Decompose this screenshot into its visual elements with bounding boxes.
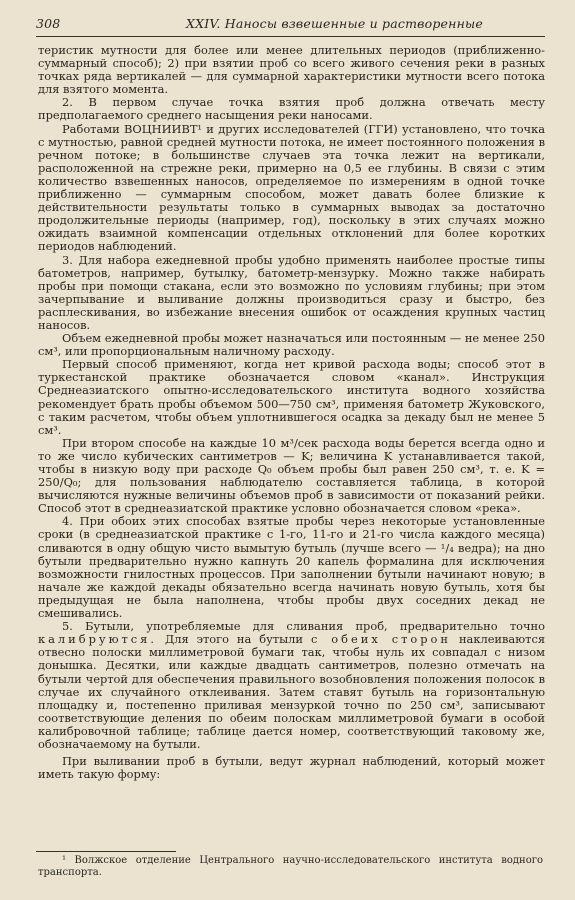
paragraph: При втором способе на каждые 10 м³/сек расхода воды берется всегда одно и то же число кубических сантиметров — K; величина K устанавливается такой, чтобы в низкую воду при расходе Q₀ объем пробы был равен 250 см³, т. е. K = 250/Q₀; для пользования наблюдателю составляется таблица, в которой вычисляются нужные величины объемов проб в зависимости от показаний рейки. Способ этот в среднеазиатской практике условно обозначается словом «река». xyxy=(38,435,545,516)
emphasis-spaced: с обеих сторон xyxy=(310,632,451,647)
footnote xyxy=(38,855,543,879)
paragraph: 4. При обоих этих способах взятые пробы через некоторые установленные сроки (в среднеазиатской практике с 1-го, 11-го и 21-го числа каждого месяца) сливаются в одну общую чисто вымытую бутыль (лучше всего — ¹/₄ ведра); на дно бутыли предварительно нужно капнуть 20 капель формалина для исключения возможности гнилостных процессов. При заполнении бутыли начинают новую; в начале же каждой декады обязательно всегда начинать новую бутыль, хотя бы предыдущая не была наполнена, чтобы пробы двух соседних декад не смешивались. xyxy=(38,514,545,621)
footnote-text: ¹ Волжское отделение Центрального научно-исследовательского института водного транспорта. xyxy=(38,855,543,878)
running-header xyxy=(36,16,541,34)
paragraph-rest: наклеиваются отвесно полоски миллиметровой бумаги так, чтобы нуль их совпадал с низом донышка. Десятки, или каждые двадцать сантиметров, полезно отмечать на бутыли чертой для обеспечения правильного возобновления положения полосок в случае их случайного отклеивания. Затем ставят бутыль на горизонтальную площадку и, постепенно приливая мензуркой точно по 250 см³, записывают соответствующие деления по обеим полоскам миллиметровой бумаги в особой калибровочной таблице; таблице дается номер, соответствующий таковому же, обозначаемому на бутыли. xyxy=(38,632,546,751)
paragraph-lead: 5. Бутыли, употребляемые для сливания проб, предварительно точно xyxy=(62,619,545,634)
paragraph: Первый способ применяют, когда нет кривой расхода воды; способ этот в туркестанской практике обозначается словом «канал». Инструкция Среднеазиатского опытно-исследовательского института водного хозяйства рекомендует брать пробы объемом 500—750 см³, применяя батометр Жуковского, с таким расчетом, чтобы объем уплотнившегося осадка за декаду был не менее 5 см³. xyxy=(38,357,545,437)
body-text xyxy=(38,44,545,781)
paragraph-mid: Для этого на бутыли xyxy=(157,632,311,647)
page-number: 308 xyxy=(36,16,61,31)
running-title: XXIV. Наносы взвешенные и растворенные xyxy=(186,16,483,31)
header-rule xyxy=(36,36,545,37)
paragraph: 2. В первом случае точка взятия проб должна отвечать месту предполагаемого среднего насыщения реки наносами. xyxy=(38,95,545,123)
paragraph-calibration xyxy=(38,620,545,751)
emphasis-spaced: калибруются. xyxy=(38,632,157,647)
paragraph: теристик мутности для более или менее длительных периодов (приближенно-суммарный способ); 2) при взятии проб со всего живого сечения реки в разных точках ряда вертикалей — для суммарной характеристики мутности всего потока для взятого момента. xyxy=(38,43,545,97)
paragraph: Объем ежедневной пробы может назначаться или постоянным — не менее 250 см³, или пропорциональным наличному расходу. xyxy=(38,331,545,359)
paragraph: 3. Для набора ежедневной пробы удобно применять наиболее простые типы батометров, например, бутылку, батометр-мензурку. Можно также набирать пробы при помощи стакана, если это возможно по условиям глубины; при этом зачерпывание и выливание должны производиться сразу и быстро, без расплескивания, во избежание внесения ошибок от осаждения крупных частиц наносов. xyxy=(38,252,545,332)
paragraph: Работами ВОЦНИИВТ¹ и других исследователей (ГГИ) установлено, что точка с мутностью, равной средней мутности потока, не имеет постоянного положения в речном потоке; в большинстве случаев эта точка лежит на вертикали, расположенной на стрежне реки, примерно на 0,5 ее глубины. В связи с этим количество взвешенных наносов, определяемое по измерениям в одной точке приближенно — суммарным способом, может давать более близкие к действительности результаты только в суммарных выводах за достаточно продолжительные периоды (например, год), поскольку в этих случаях можно ожидать взаимной компенсации отдельных отклонений для более коротких периодов наблюдений. xyxy=(38,121,545,254)
footnote-rule xyxy=(36,851,176,852)
paragraph: При выливании проб в бутыли, ведут журнал наблюдений, который может иметь такую форму: xyxy=(38,754,545,782)
